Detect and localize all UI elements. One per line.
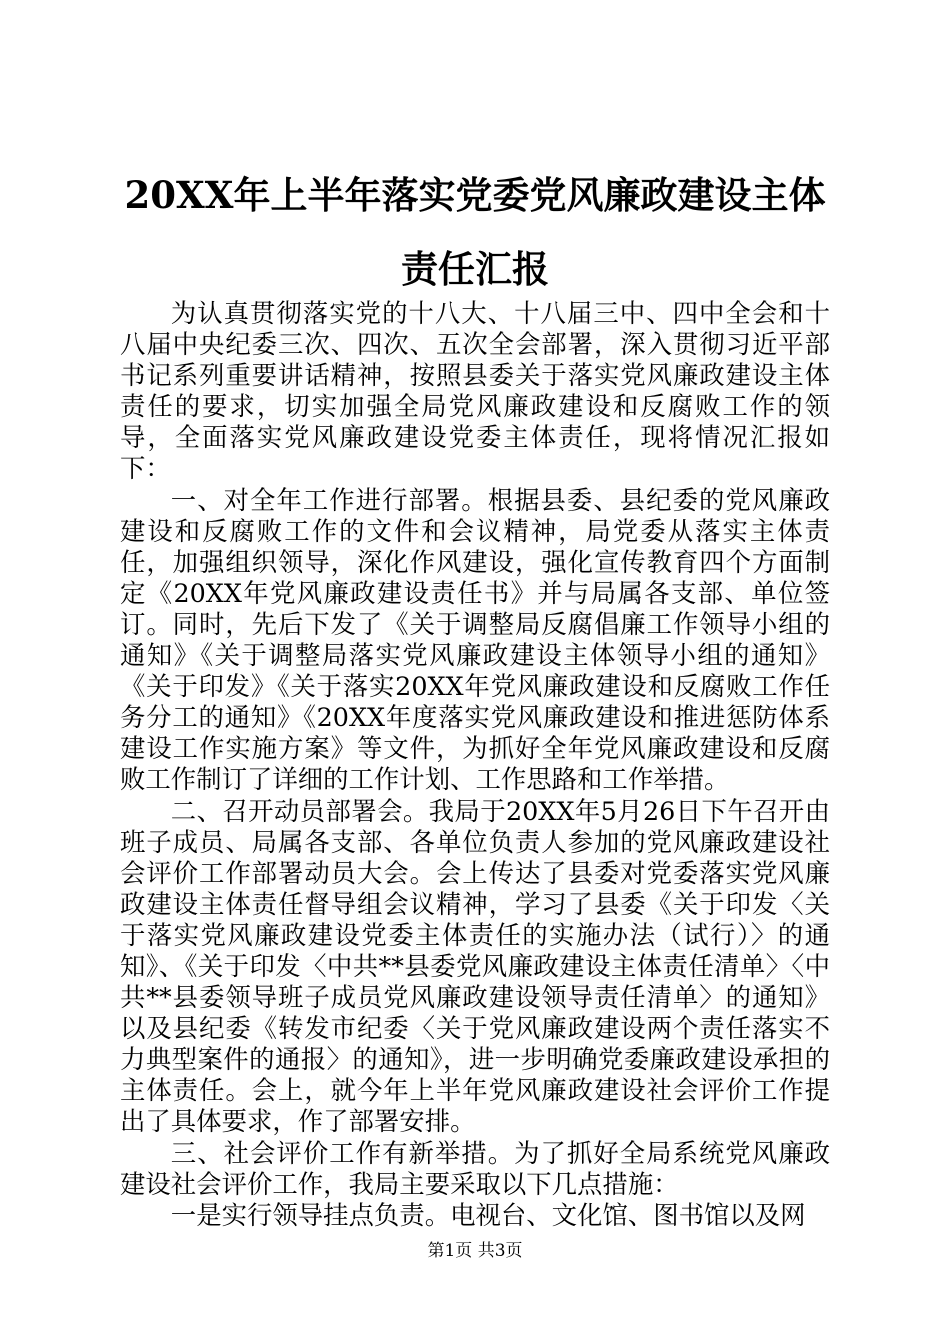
document-title: 20XX年上半年落实党委党风廉政建设主体责任汇报 bbox=[124, 173, 826, 291]
page-number-footer: 第1页 共3页 bbox=[427, 1241, 523, 1261]
paragraph-section-2: 二、召开动员部署会。我局于20XX年5月26日下午召开由班子成员、局属各支部、各单位负责人参加的党风廉政建设社会评价工作部署动员大会。会上传达了县委对党委落实党风廉政建设主体责任督导组会议精神，学习了县委《关于印发〈关于落实党风廉政建设党委主体责任的实施办法（试行）〉的通知》、《关于印发〈中共**县委党风廉政建设主体责任清单〉〈中共**县委领导班子成员党风廉政建设领导责任清单〉的通知》以及县纪委《转发市纪委〈关于党风廉政建设两个责任落实不力典型案件的通报〉的通知》，进一步明确党委廉政建设承担的主体责任。会上，就今年上半年党风廉政建设社会评价工作提出了具体要求，作了部署安排。 bbox=[120, 795, 830, 1137]
paragraph-section-1: 一、对全年工作进行部署。根据县委、县纪委的党风廉政建设和反腐败工作的文件和会议精神，局党委从落实主体责任，加强组织领导，深化作风建设，强化宣传教育四个方面制定《20XX年党风廉政建设责任书》并与局属各支部、单位签订。同时，先后下发了《关于调整局反腐倡廉工作领导小组的通知》《关于调整局落实党风廉政建设主体领导小组的通知》《关于印发》《关于落实20XX年党风廉政建设和反腐败工作任务分工的通知》《20XX年度落实党风廉政建设和推进惩防体系建设工作实施方案》等文件，为抓好全年党风廉政建设和反腐败工作制订了详细的工作计划、工作思路和工作举措。 bbox=[120, 484, 830, 795]
paragraph-section-3: 三、社会评价工作有新举措。为了抓好全局系统党风廉政建设社会评价工作，我局主要采取以下几点措施： bbox=[120, 1137, 830, 1199]
document-body bbox=[120, 298, 830, 1231]
paragraph-intro: 为认真贯彻落实党的十八大、十八届三中、四中全会和十八届中央纪委三次、四次、五次全会部署，深入贯彻习近平部书记系列重要讲话精神，按照县委关于落实党风廉政建设主体责任的要求，切实加强全局党风廉政建设和反腐败工作的领导，全面落实党风廉政建设党委主体责任，现将情况汇报如下： bbox=[120, 298, 830, 484]
paragraph-measure-1: 一是实行领导挂点负责。电视台、文化馆、图书馆以及网 bbox=[170, 1199, 806, 1230]
